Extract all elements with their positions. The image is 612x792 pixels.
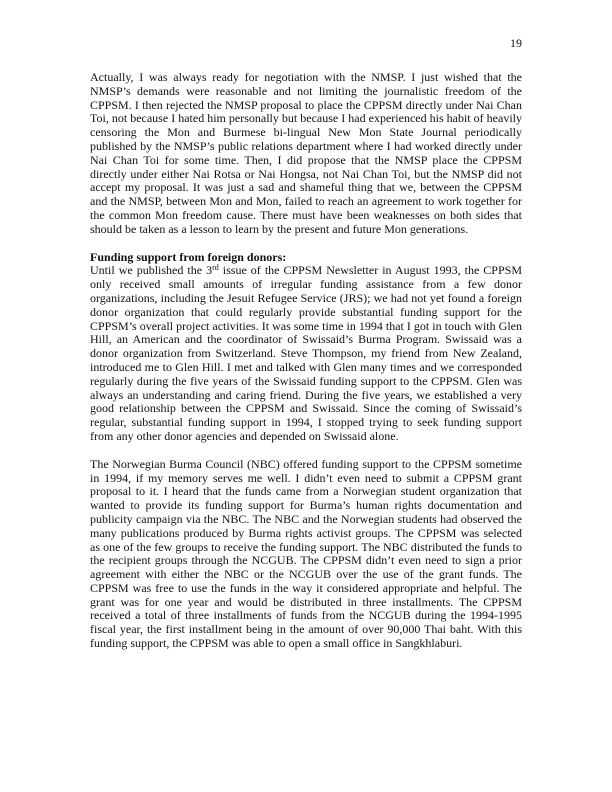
paragraph-swissaid xyxy=(90,264,522,443)
document-body xyxy=(90,71,522,651)
ordinal-suffix: rd xyxy=(212,263,219,273)
page-number: 19 xyxy=(510,36,522,50)
paragraph-swissaid-rest: issue of the CPPSM Newsletter in August 1993, the CPPSM only received small amounts of irregular funding assistance from a few donor organizations, including the Jesuit Refugee Service (JRS); we had not yet found a foreign donor organization that could regularly provide substantial funding support for the CPPSM’s overall project activities. It was some time in 1994 that I got in touch with Glen Hill, an American and the coordinator of Swissaid’s Burma Program. Swissaid was a donor organization from Switzerland. Steve Thompson, my friend from New Zealand, introduced me to Glen Hill. I met and talked with Glen many times and we corresponded regularly during the five years of the Swissaid funding support to the CPPSM. Glen was always an understanding and caring friend. During the five years, we established a very good relationship between the CPPSM and Swissaid. Since the coming of Swissaid’s regular, substantial funding support in 1994, I stopped trying to seek funding support from any other donor agencies and depended on Swissaid alone. xyxy=(90,263,523,443)
paragraph-gap xyxy=(90,237,522,251)
paragraph-negotiation: Actually, I was always ready for negotiation with the NMSP. I just wished that the NMSP’s demands were reasonable and not limiting the journalistic freedom of the CPPSM. I then rejected the NMSP proposal to place the CPPSM directly under Nai Chan Toi, not because I hated him personally but because I had experienced his habit of heavily censoring the Mon and Burmese bi-lingual New Mon State Journal periodically published by the NMSP’s public relations department where I had worked directly under Nai Chan Toi for some time. Then, I did propose that the NMSP place the CPPSM directly under either Nai Rotsa or Nai Hongsa, not Nai Chan Toi, but the NMSP did not accept my proposal. It was just a sad and shameful thing that we, between the CPPSM and the NMSP, between Mon and Mon, failed to reach an agreement to work together for the common Mon freedom cause. There must have been weaknesses on both sides that should be taken as a lesson to learn by the present and future Mon generations. xyxy=(90,70,522,236)
paragraph-gap xyxy=(90,444,522,458)
paragraph-nbc: The Norwegian Burma Council (NBC) offered funding support to the CPPSM sometime in 1994, if my memory serves me well. I didn’t even need to submit a CPPSM grant proposal to it. I heard that the funds came from a Norwegian student organization that wanted to provide its funding support for Burma’s human rights documentation and publicity campaign via the NBC. The NBC and the Norwegian students had observed the many publications produced by Burma rights activist groups. The CPPSM was selected as one of the few groups to receive the funding support. The NBC distributed the funds to the recipient groups through the NCGUB. The CPPSM didn’t even need to sign a prior agreement with either the NBC or the NCGUB over the use of the grant funds. The CPPSM was free to use the funds in the way it considered appropriate and helpful. The grant was for one year and would be distributed in three installments. The CPPSM received a total of three installments of funds from the NCGUB during the 1994-1995 fiscal year, the first installment being in the amount of over 90,000 Thai baht. With this funding support, the CPPSM was able to open a small office in Sangkhlaburi. xyxy=(90,456,522,651)
paragraph-swissaid-start: Until we published the 3 xyxy=(90,263,213,278)
section-heading: Funding support from foreign donors: xyxy=(90,249,287,264)
